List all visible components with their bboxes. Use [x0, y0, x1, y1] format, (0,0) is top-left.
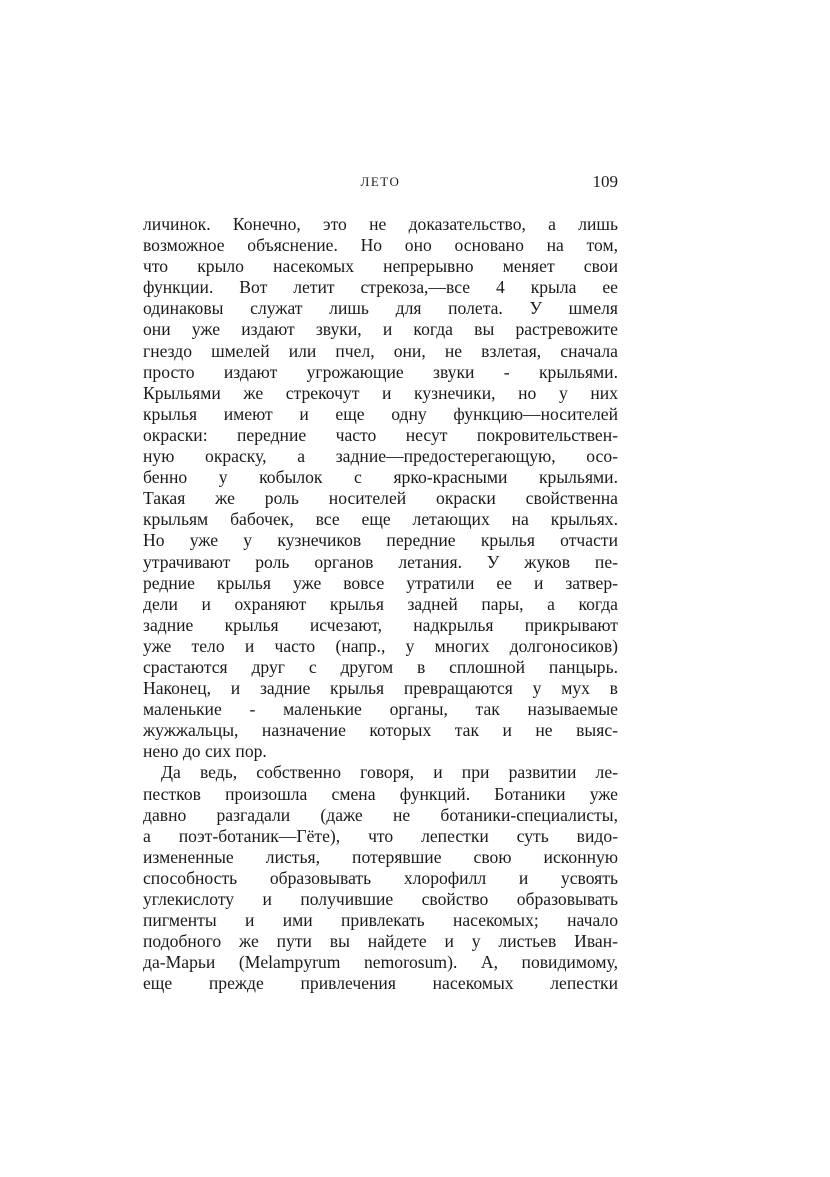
- text-line: способность образовывать хлорофилл и усвоять: [143, 867, 618, 888]
- text-line: уже тело и часто (напр., у многих долгоносиков): [143, 635, 618, 656]
- text-line: маленькие - маленькие органы, так называемые: [143, 699, 618, 720]
- text-line: дели и охраняют крылья задней пары, а когда: [143, 593, 618, 614]
- text-line: измененные листья, потерявшие свою исконную: [143, 846, 618, 867]
- text-line: а поэт-ботаник—Гёте), что лепестки суть видо-: [143, 825, 618, 846]
- text-line: что крыло насекомых непрерывно меняет свои: [143, 256, 618, 277]
- text-line: еще прежде привлечения насекомых лепестки: [143, 973, 618, 994]
- text-line: Такая же роль носителей окраски свойственна: [143, 488, 618, 509]
- page-number: 109: [592, 172, 618, 191]
- running-head: [143, 172, 618, 196]
- body-text: [143, 214, 618, 994]
- text-line: Наконец, и задние крылья превращаются у мух в: [143, 678, 618, 699]
- text-line: пигменты и ими привлекать насекомых; начало: [143, 910, 618, 931]
- text-line: Да ведь, собственно говоря, и при развитии ле-: [161, 762, 618, 783]
- text-line: крыльям бабочек, все еще летающих на крыльях.: [143, 509, 618, 530]
- text-line: редние крылья уже вовсе утратили ее и затвер-: [143, 572, 618, 593]
- text-line: гнездо шмелей или пчел, они, не взлетая, сначала: [143, 340, 618, 361]
- text-line: да-Марьи (Melampyrum nemorosum). А, повидимому,: [143, 952, 618, 973]
- paragraph-1: [143, 214, 618, 762]
- text-line: срастаются друг с другом в сплошной панцырь.: [143, 656, 618, 677]
- text-line: окраски: передние часто несут покровительствен-: [143, 424, 618, 445]
- text-line: подобного же пути вы найдете и у листьев Иван-: [143, 931, 618, 952]
- text-line: просто издают угрожающие звуки - крыльями.: [143, 361, 618, 382]
- text-line: Но уже у кузнечиков передние крылья отчасти: [143, 530, 618, 551]
- text-line: функции. Вот летит стрекоза,—все 4 крыла ее: [143, 277, 618, 298]
- text-line: Крыльями же стрекочут и кузнечики, но у них: [143, 382, 618, 403]
- text-line: возможное объяснение. Но оно основано на том,: [143, 235, 618, 256]
- text-line: они уже издают звуки, и когда вы растревожите: [143, 319, 618, 340]
- text-line: давно разгадали (даже не ботаники-специалисты,: [143, 804, 618, 825]
- text-line: углекислоту и получившие свойство образовывать: [143, 889, 618, 909]
- text-line: личинок. Конечно, это не доказательство, а лишь: [143, 214, 618, 234]
- text-line: одинаковы служат лишь для полета. У шмеля: [143, 298, 618, 319]
- paragraph-2: [143, 762, 618, 994]
- text-line: утрачивают роль органов летания. У жуков пе-: [143, 551, 618, 572]
- text-line: нено до сих пор.: [143, 741, 267, 762]
- text-line: жужжальцы, назначение которых так и не выяс-: [143, 720, 618, 741]
- text-line: крылья имеют и еще одну функцию—носителей: [143, 403, 618, 424]
- text-line: задние крылья исчезают, надкрылья прикрывают: [143, 614, 618, 635]
- text-line: пестков произошла смена функций. Ботаники уже: [143, 783, 618, 804]
- text-line: бенно у кобылок с ярко-красными крыльями.: [143, 467, 618, 488]
- running-title: ЛЕТО: [360, 174, 401, 189]
- text-line: ную окраску, а задние—предостерегающую, осо-: [143, 446, 618, 467]
